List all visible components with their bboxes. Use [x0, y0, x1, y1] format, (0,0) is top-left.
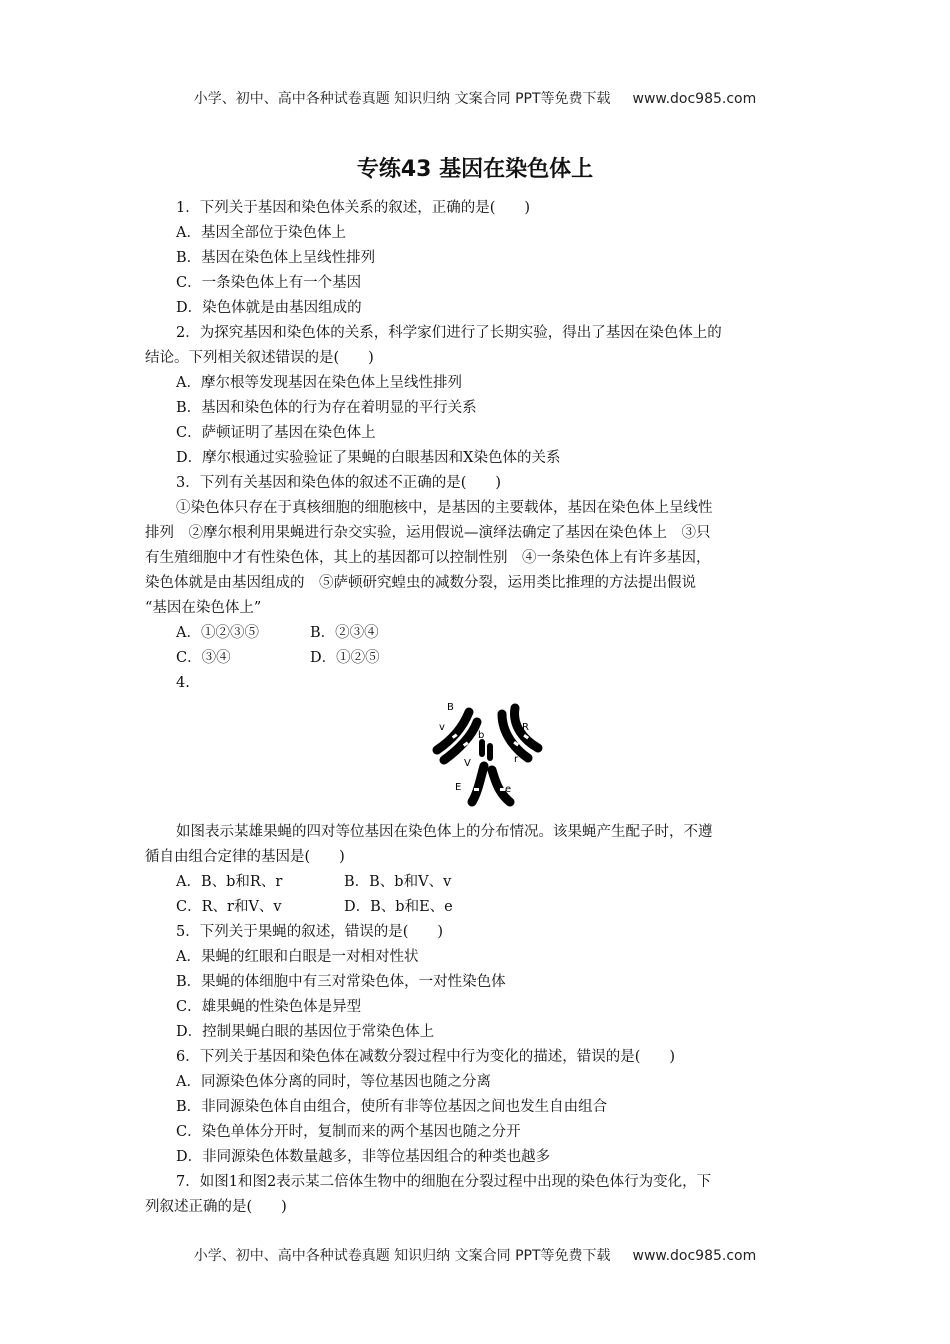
page-header-banner — [0, 88, 950, 108]
page-title: 专练43 基因在染色体上 — [356, 157, 594, 182]
q3-body-line5: “基因在染色体上” — [145, 600, 262, 616]
q1-option-c: C．一条染色体上有一个基因 — [176, 275, 362, 291]
q4-options-row1 — [145, 870, 807, 895]
q5-stem: 5．下列关于果蝇的叙述，错误的是( ) — [176, 924, 444, 940]
q3-body-line2: 排列 ②摩尔根利用果蝇进行杂交实验，运用假说—演绎法确定了基因在染色体上 ③只 — [145, 525, 711, 541]
footer-banner-text: 小学、初中、高中各种试卷真题 知识归纳 文案合同 PPT等免费下载 — [193, 1248, 611, 1264]
q2-stem-line1: 2．为探究基因和染色体的关系，科学家们进行了长期实验，得出了基因在染色体上的 — [176, 325, 722, 341]
q3-option-d: D．①②⑤ — [310, 650, 380, 666]
q5-option-d: D．控制果蝇白眼的基因位于常染色体上 — [176, 1024, 435, 1040]
banner-text: 小学、初中、高中各种试卷真题 知识归纳 文案合同 PPT等免费下载 — [193, 91, 611, 107]
label-e: e — [505, 784, 512, 795]
q6-option-a: A．同源染色体分离的同时，等位基因也随之分离 — [176, 1074, 491, 1090]
q5-option-c: C．雄果蝇的性染色体是异型 — [176, 999, 362, 1015]
label-b: b — [478, 730, 485, 741]
q2-option-b: B．基因和染色体的行为存在着明显的平行关系 — [176, 400, 477, 416]
q5-option-b: B．果蝇的体细胞中有三对常染色体，一对性染色体 — [176, 974, 506, 990]
q2-option-c: C．萨顿证明了基因在染色体上 — [176, 425, 376, 441]
q6-stem: 6．下列关于基因和染色体在减数分裂过程中行为变化的描述，错误的是( ) — [176, 1049, 676, 1065]
label-V: V — [464, 758, 471, 769]
q2-option-d: D．摩尔根通过实验验证了果蝇的白眼基因和X染色体的关系 — [176, 450, 561, 466]
label-v: v — [439, 722, 445, 733]
q4-stem-line2: 循自由组合定律的基因是( ) — [145, 849, 345, 865]
q3-stem: 3．下列有关基因和染色体的叙述不正确的是( ) — [176, 475, 502, 491]
q3-options-row2 — [145, 646, 807, 671]
q3-body-line4: 染色体就是由基因组成的 ⑤萨顿研究蝗虫的减数分裂，运用类比推理的方法提出假说 — [145, 575, 696, 591]
q1-option-b: B．基因在染色体上呈线性排列 — [176, 250, 376, 266]
q1-option-d: D．染色体就是由基因组成的 — [176, 300, 362, 316]
footer-banner-site: www.doc985.com — [632, 1248, 757, 1264]
label-B: B — [447, 702, 454, 713]
q4-option-a: A．B、b和R、r — [176, 874, 283, 890]
question-list — [145, 196, 807, 1220]
q4-option-b: B．B、b和V、v — [344, 874, 452, 890]
q5-option-a: A．果蝇的红眼和白眼是一对相对性状 — [176, 949, 419, 965]
q4-number: 4. — [176, 675, 190, 691]
q3-option-c: C．③④ — [176, 650, 231, 666]
q4-stem-line1: 如图表示某雄果蝇的四对等位基因在染色体上的分布情况。该果蝇产生配子时，不遵 — [176, 824, 713, 840]
label-R: R — [522, 722, 529, 733]
q3-body-line3: 有生殖细胞中才有性染色体，其上的基因都可以控制性别 ④一条染色体上有许多基因， — [145, 550, 711, 566]
q1-option-a: A．基因全部位于染色体上 — [176, 225, 346, 241]
q6-option-c: C．染色单体分开时，复制而来的两个基因也随之分开 — [176, 1124, 521, 1140]
label-E: E — [455, 782, 462, 793]
q6-option-b: B．非同源染色体自由组合，使所有非等位基因之间也发生自由组合 — [176, 1099, 608, 1115]
banner-site: www.doc985.com — [632, 91, 757, 107]
q3-option-a: A．①②③⑤ — [176, 625, 259, 641]
page-footer-banner — [0, 1245, 950, 1265]
q6-option-d: D．非同源染色体数量越多，非等位基因组合的种类也越多 — [176, 1149, 551, 1165]
q2-option-a: A．摩尔根等发现基因在染色体上呈线性排列 — [176, 375, 462, 391]
q3-body-line1: ①染色体只存在于真核细胞的细胞核中，是基因的主要载体，基因在染色体上呈线性 — [176, 500, 713, 516]
q7-stem-line2: 列叙述正确的是( ) — [145, 1199, 287, 1215]
chromosome-x — [472, 766, 484, 802]
q4-options-row2 — [145, 895, 807, 920]
label-r: r — [514, 754, 519, 765]
q2-stem-line2: 结论。下列相关叙述错误的是( ) — [145, 350, 374, 366]
q1-stem: 1．下列关于基因和染色体关系的叙述，正确的是( ) — [176, 200, 531, 216]
q4-option-d: D．B、b和E、e — [344, 899, 453, 915]
q3-options-row1 — [145, 621, 807, 646]
fruit-fly-chromosome-diagram — [430, 700, 560, 812]
q4-option-c: C．R、r和V、v — [176, 899, 282, 915]
q7-stem-line1: 7．如图1和图2表示某二倍体生物中的细胞在分裂过程中出现的染色体行为变化，下 — [176, 1174, 712, 1190]
q3-option-b: B．②③④ — [310, 625, 379, 641]
chromosome-figure — [145, 696, 807, 820]
